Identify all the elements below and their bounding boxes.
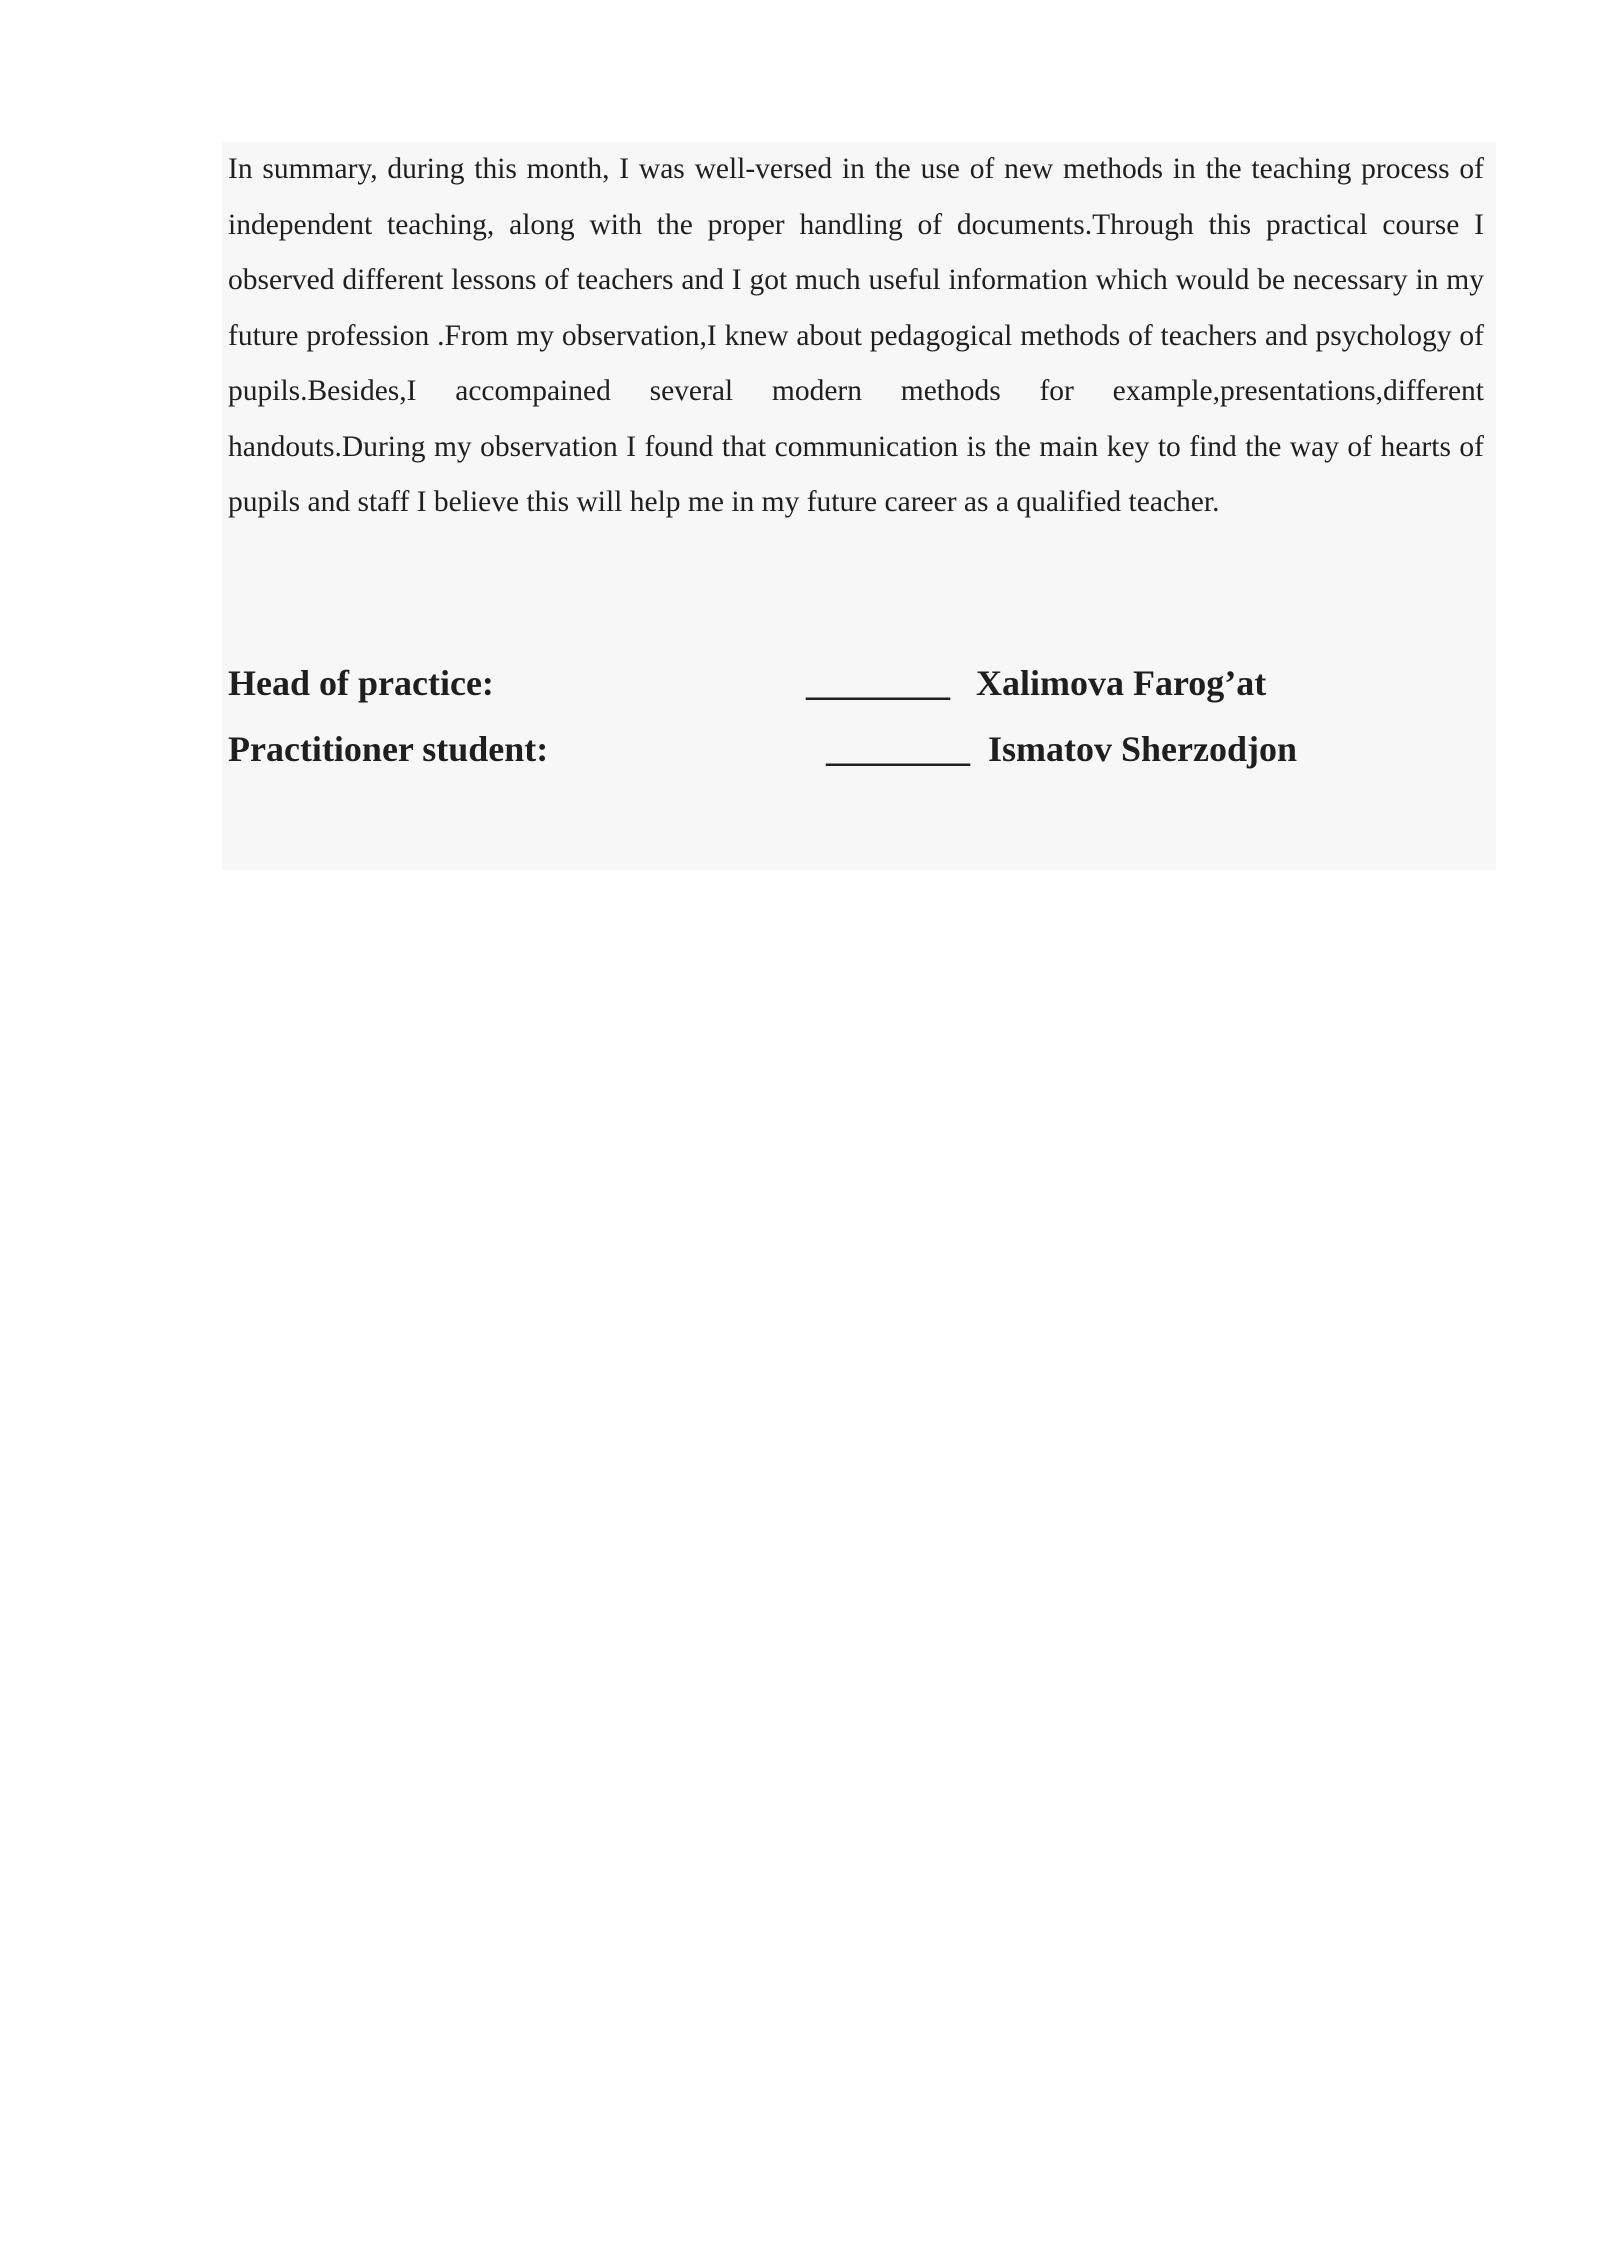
practitioner-student-label: Practitioner student: [228,729,549,769]
signature-block [228,650,1484,782]
document-body [228,142,1484,531]
head-signature-line: ________ [806,663,950,703]
signature-row-head [228,650,1484,716]
practitioner-student-name: Ismatov Sherzodjon [988,729,1298,769]
head-of-practice-label: Head of practice: [228,663,494,703]
signature-row-student [228,716,1484,782]
head-of-practice-name: Xalimova Farog’at [976,663,1267,703]
student-signature-line: ________ [826,729,970,769]
summary-paragraph: In summary, during this month, I was well-versed in the use of new methods in the teaching process of independent teaching, along with the proper handling of documents.Through this practical course I observed different lessons of teachers and I got much useful information which would be necessary in my future profession .From my observation,I knew about pedagogical methods of teachers and psychology of pupils.Besides,I accompained several modern methods for example,presentations,different handouts.During my observation I found that communication is the main key to find the way of hearts of pupils and staff I believe this will help me in my future career as a qualified teacher. [228,153,1484,518]
